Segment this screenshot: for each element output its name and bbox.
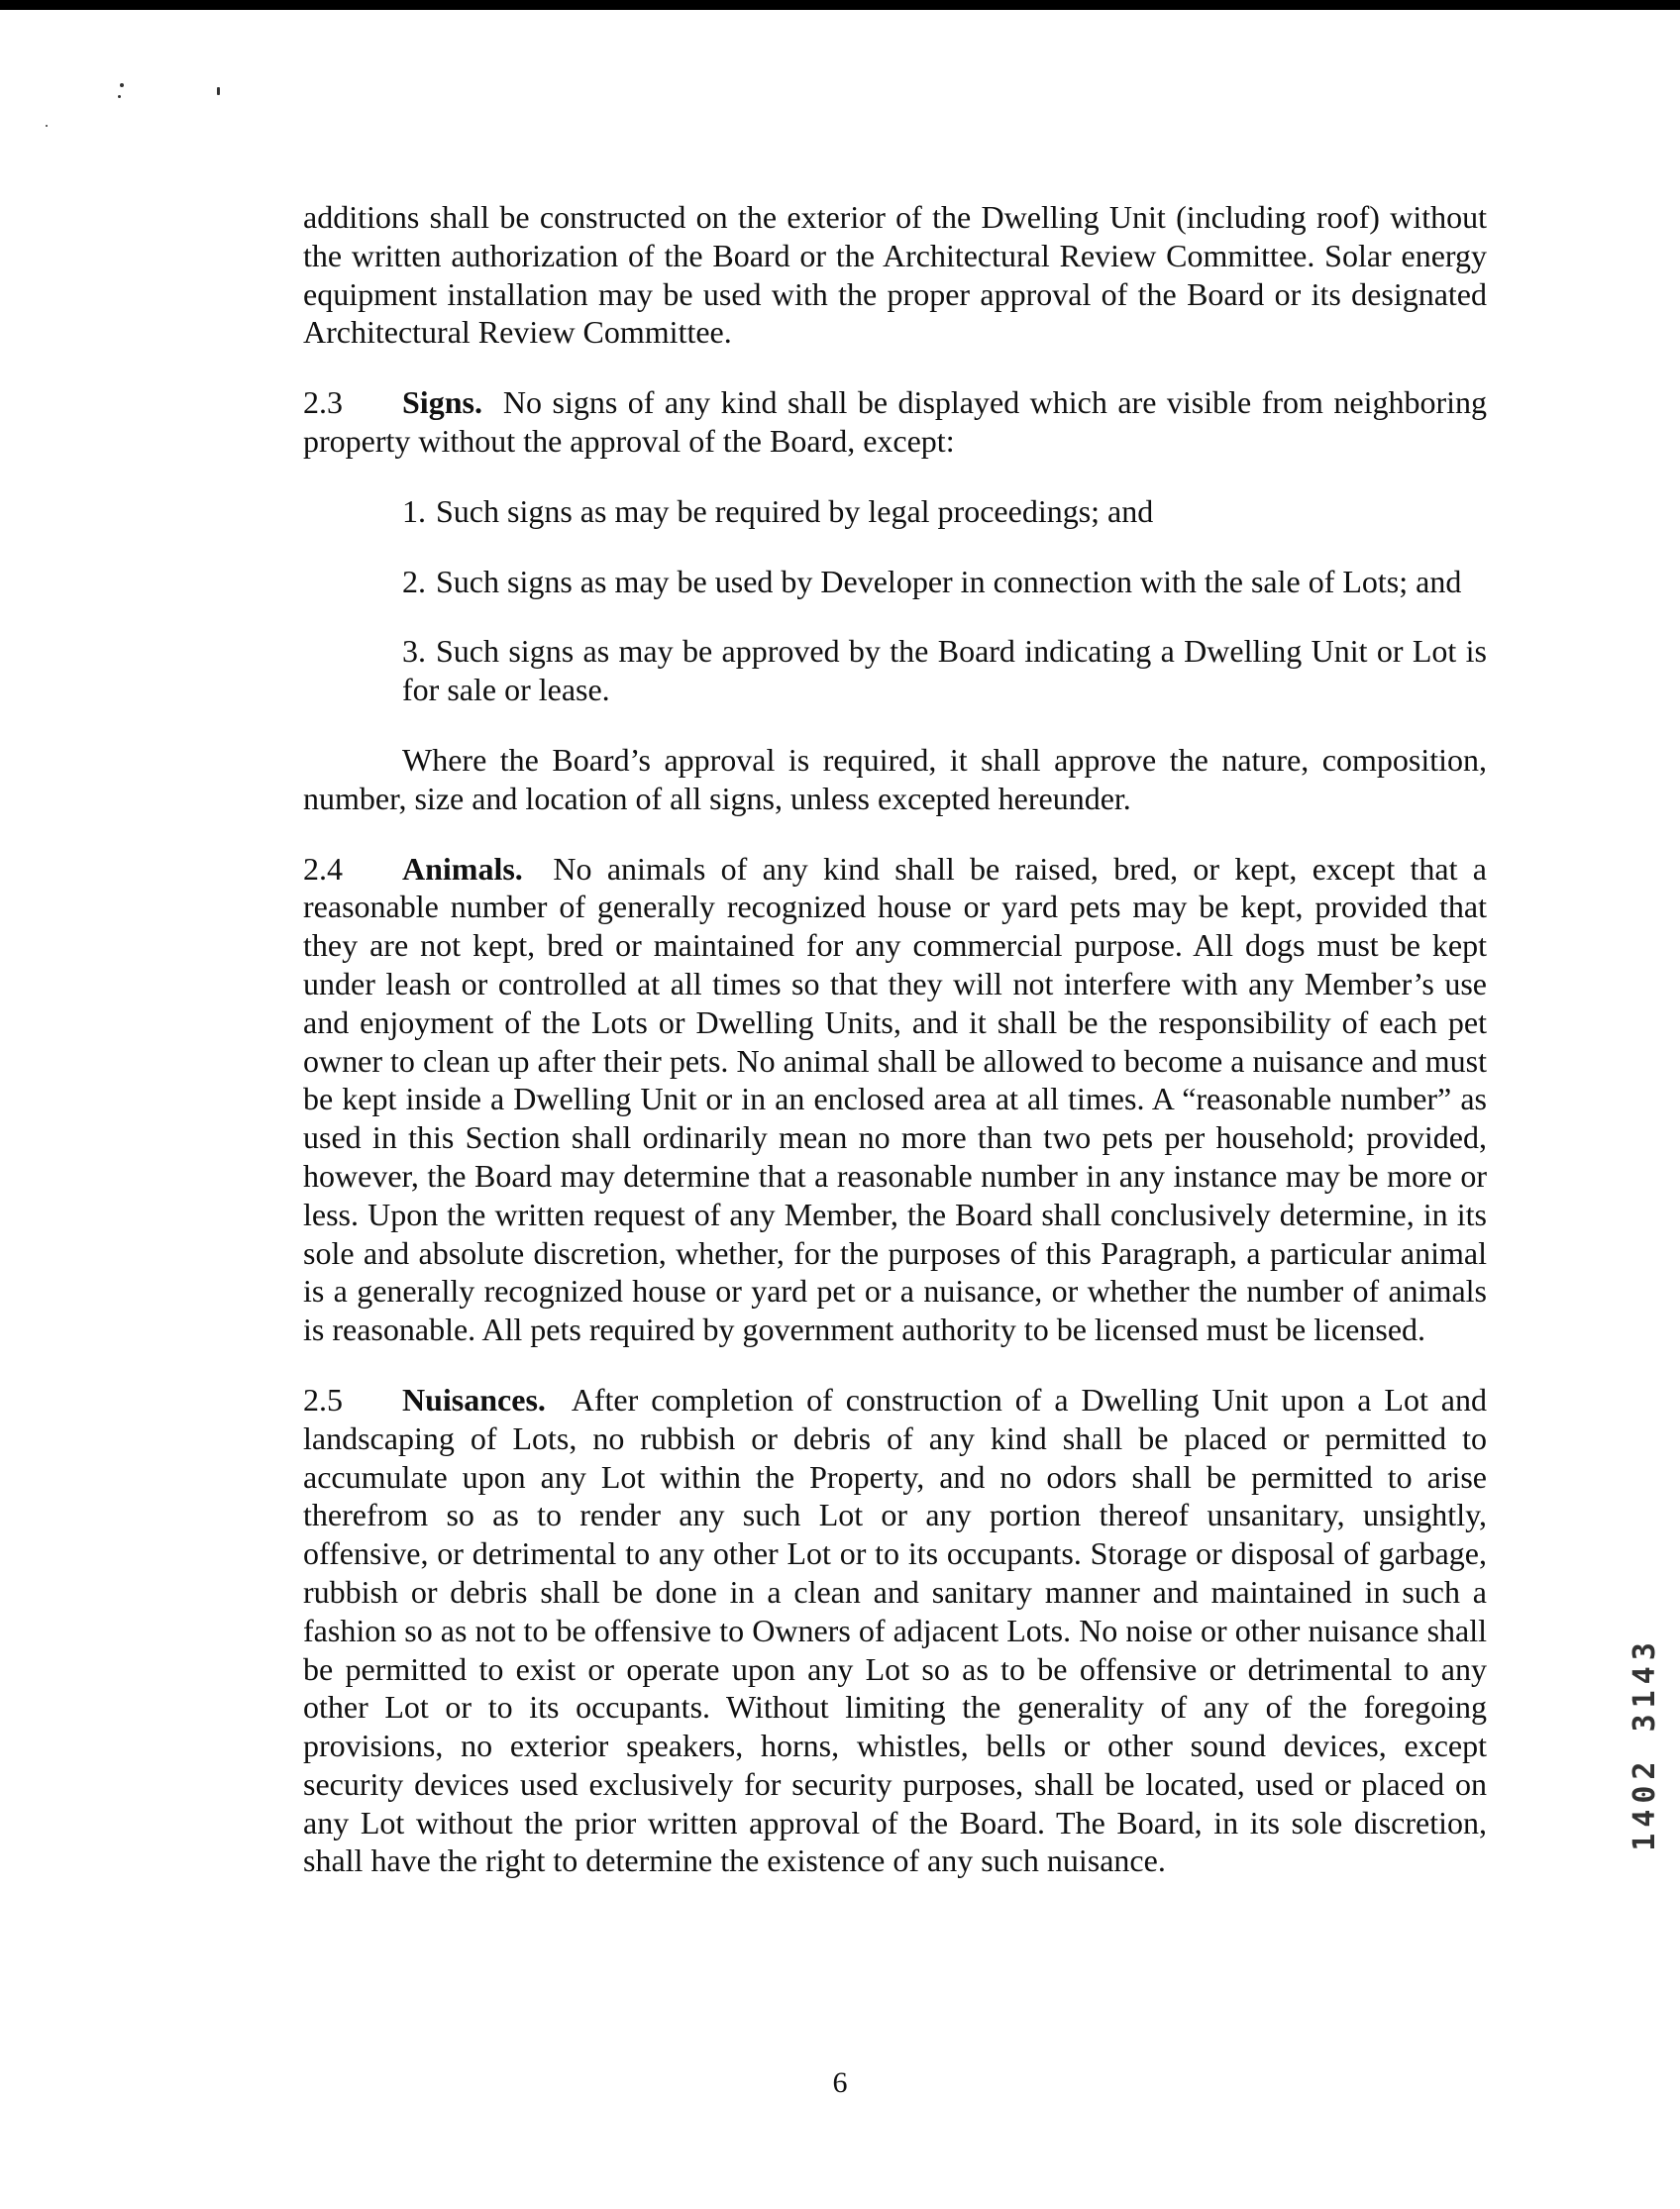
list-text: Such signs as may be used by Developer in connection with the sale of Lots; and [436,563,1462,599]
section-signs [303,383,1487,461]
section-text: No signs of any kind shall be displayed which are visible from neighboring property without the approval of the Board, except: [303,384,1488,459]
scan-speck [120,83,124,87]
section-number: 2.3 [303,384,343,421]
list-text: Such signs as may be required by legal proceedings; and [436,492,1154,529]
section-title: Signs. [402,384,482,421]
document-page [303,198,1487,1912]
section-title: Animals. [402,850,523,887]
section-text: After completion of construction of a Dwelling Unit upon a Lot and landscaping of Lots, no rubbish or debris of any kind shall be placed or permitted to accumulate upon any Lot within the Property, and no odors shall be permitted to arise therefrom so as to render any such Lot or any portion thereof unsanitary, unsightly, offensive, or detrimental to any other Lot or to its occupants. Storage or disposal of garbage, rubbish or debris shall be done in a clean and sanitary manner and maintained in such a fashion so as not to be offensive to Owners of adjacent Lots. No noise or other nuisance shall be permitted to exist or operate upon any Lot so as to be offensive or detrimental to any other Lot or to its occupants. Without limiting the generality of any of the foregoing provisions, no exterior speakers, horns, whistles, bells or other sound devices, except security devices used exclusively for security purposes, shall be located, used or placed on any Lot without the prior written approval of the Board. The Board, in its sole discretion, shall have the right to determine the existence of any such nuisance. [303,1381,1488,1879]
list-text: Such signs as may be approved by the Board indicating a Dwelling Unit or Lot is for sale or lease. [402,633,1487,708]
scan-speck [118,95,121,98]
scan-speck [217,87,220,95]
signs-approval-paragraph: Where the Board’s approval is required, it shall approve the nature, composition, number, size and location of all signs, unless excepted hereunder. [303,741,1487,816]
side-stamp-text: 1402 3143 [1627,1635,1662,1851]
section-title: Nuisances. [402,1381,546,1418]
list-number: 1. [402,492,426,529]
scan-top-border [0,0,1680,10]
list-number: 2. [402,563,426,599]
list-number: 3. [402,633,426,670]
scan-speck [46,125,48,127]
side-stamp [1615,1565,1674,1922]
list-item [402,632,1487,709]
list-item [402,492,1487,531]
list-item [402,563,1487,601]
section-number: 2.5 [303,1381,343,1418]
section-number: 2.4 [303,850,343,887]
page-number: 6 [832,2066,848,2099]
section-animals [303,850,1487,1349]
section-text: No animals of any kind shall be raised, bred, or kept, except that a reasonable number of generally recognized house or yard pets may be kept, provided that they are not kept, bred or maintained for any commercial purpose. All dogs must be kept under leash or controlled at all times so that they will not interfere with any Member’s use and enjoyment of the Lots or Dwelling Units, and it shall be the responsibility of each pet owner to clean up after their pets. No animal shall be allowed to become a nuisance and must be kept inside a Dwelling Unit or in an enclosed area at all times. A “reasonable number” as used in this Section shall ordinarily mean no more than two pets per household; provided, however, the Board may determine that a reasonable number in any instance may be more or less. Upon the written request of any Member, the Board shall conclusively determine, in its sole and absolute discretion, whether, for the purposes of this Paragraph, a particular animal is a generally recognized house or yard pet or a nuisance, or whether the number of animals is reasonable. All pets required by government authority to be licensed must be licensed. [303,850,1488,1348]
section-nuisances [303,1381,1487,1880]
intro-paragraph: additions shall be constructed on the exterior of the Dwelling Unit (including roof) without the written authorization of the Board or the Architectural Review Committee. Solar energy equipment installation may be used with the proper approval of the Board or its designated Architectural Review Committee. [303,199,1487,351]
